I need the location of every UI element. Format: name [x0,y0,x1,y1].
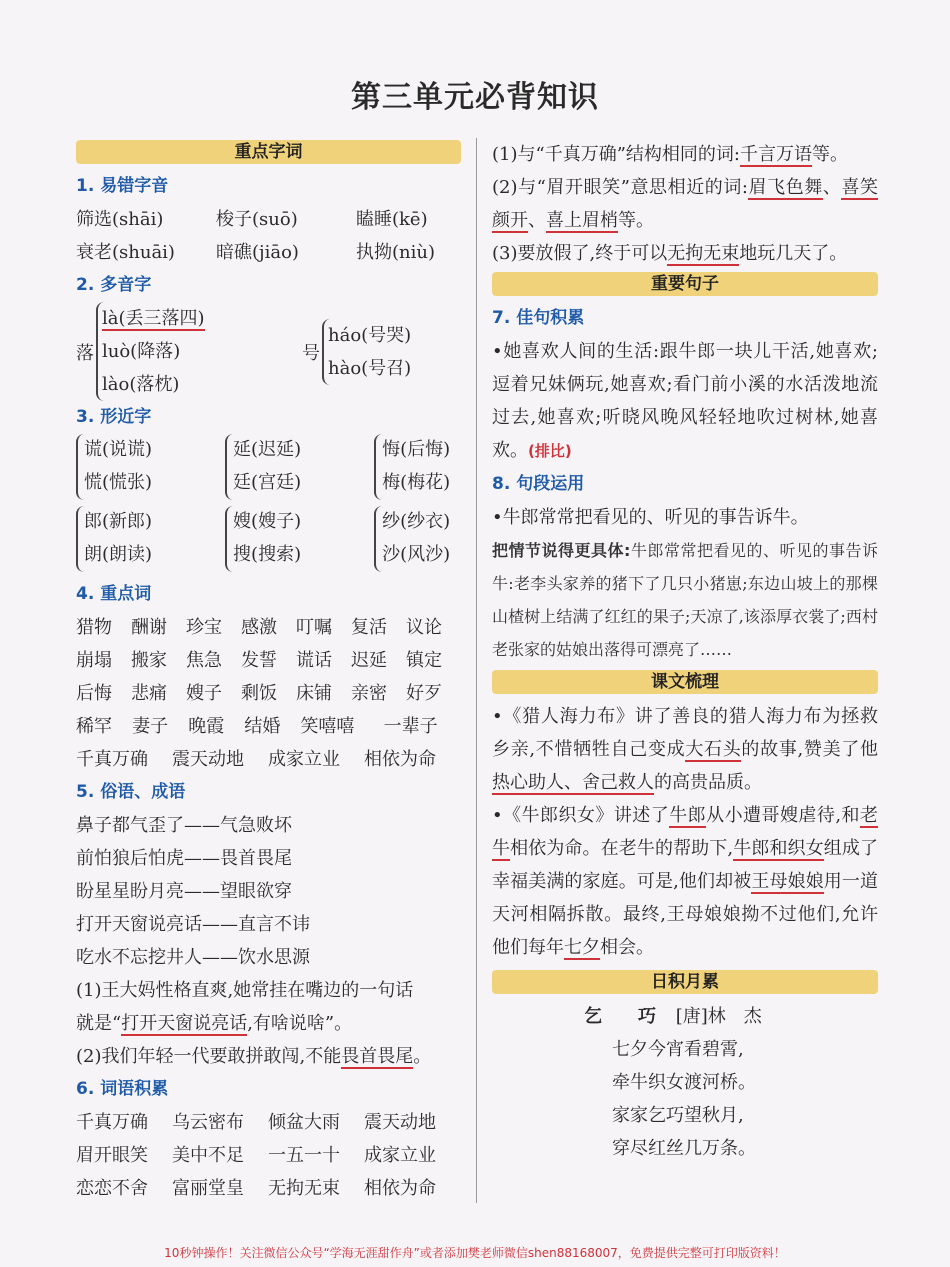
word-item: 梭子(suō) [216,209,298,230]
poem-title: 乞 巧 [584,1006,656,1027]
heading-polyphonic: 2. 多音字 [76,275,152,295]
right-column [492,138,878,1165]
reading-item: hào(号召) [328,357,412,379]
rhetoric-tag: (排比) [528,442,572,460]
similar-chars-row [76,434,461,500]
paragraph-expanded: 把情节说得更具体:牛郎常常把看见的、听见的事告诉牛:老李头家养的猪下了几只小猪崽;东边山坡上的那棵山楂树上结满了红红的果子;天凉了,该添厚衣裳了;西村老张家的姑娘出落得可漂亮了…… [492,541,878,659]
char-pair: 延(迟延) 廷(宫廷) [225,434,374,500]
word-item: 筛选(shāi) [76,209,164,230]
polyphonic-char-hao: 号 [302,342,320,364]
heading-idioms: 5. 俗语、成语 [76,782,186,802]
section-bar-summary: 课文梳理 [492,670,878,694]
word-question-3: (3)要放假了,终于可以无拘无束地玩几天了。 [492,243,848,264]
poem-heading [492,1000,878,1033]
section-bar-sentences: 重要句子 [492,272,878,296]
word-item: 瞌睡(kē) [356,209,428,230]
pronunciation-row [76,203,461,236]
polyphonic-char-luo: 落 [76,342,94,364]
char-pair: 郎(新郎) 朗(朗读) [76,506,225,572]
heading-key-words: 4. 重点词 [76,584,152,604]
heading-paragraph-use: 8. 句段运用 [492,474,585,494]
key-words-row: 崩塌 搬家 焦急 发誓 谎话 迟延 镇定 [76,650,442,671]
pronunciation-row [76,236,461,269]
heading-word-accumulation: 6. 词语积累 [76,1079,169,1099]
word-item: 暗礁(jiāo) [216,242,299,263]
accumulation-row: 恋恋不舍 富丽堂皇 无拘无束 相依为命 [76,1178,436,1199]
polyphonic-block [76,302,461,401]
heading-good-sentences: 7. 佳句积累 [492,308,585,328]
brace-luo [96,302,282,401]
idiom-line: 前怕狼后怕虎——畏首畏尾 [76,848,292,869]
char-pair: 悔(后悔) 梅(梅花) [374,434,461,500]
poem-author: [唐]林 杰 [675,1006,762,1027]
paragraph-base: •牛郎常常把看见的、听见的事告诉牛。 [492,507,809,528]
good-sentence: •她喜欢人间的生活:跟牛郎一块儿干活,她喜欢;逗着兄妹俩玩,她喜欢;看门前小溪的水活泼地流过去,她喜欢;听晓风晚风轻轻地吹过树林,她喜欢。(排比) [492,341,878,461]
key-words-row: 千真万确 震天动地 成家立业 相依为命 [76,749,436,770]
left-column [76,138,461,1205]
poem-line: 穿尽红丝几万条。 [612,1138,756,1159]
char-pair: 纱(纱衣) 沙(风沙) [374,506,461,572]
idiom-line: 吃水不忘挖井人——饮水思源 [76,947,310,968]
accumulation-row: 眉开眼笑 美中不足 一五一十 成家立业 [76,1145,436,1166]
word-question-1: (1)与“千真万确”结构相同的词:千言万语等。 [492,144,848,165]
char-pair: 嫂(嫂子) 搜(搜索) [225,506,374,572]
word-item: 衰老(shuāi) [76,242,175,263]
idiom-line: 盼星星盼月亮——望眼欲穿 [76,881,292,902]
page-title: 第三单元必背知识 [351,80,599,115]
idiom-question-2: (2)我们年轻一代要敢拼敢闯,不能畏首畏尾。 [76,1046,432,1067]
reading-item: háo(号哭) [328,324,412,346]
poem-line: 家家乞巧望秋月, [612,1105,744,1126]
key-words-row: 后悔 悲痛 嫂子 剩饭 床铺 亲密 好歹 [76,683,442,704]
poem-line: 牵牛织女渡河桥。 [612,1072,756,1093]
char-pair: 谎(说谎) 慌(慌张) [76,434,225,500]
key-words-row: 稀罕 妻子 晚霞 结婚 笑嘻嘻 一辈子 [76,716,438,737]
footer-promo: 10秒钟操作！关注微信公众号“学海无涯甜作舟”或者添加樊老师微信shen88168007，免费提供完整可打印版资料！ [164,1246,786,1260]
summary-niulang: •《牛郎织女》讲述了牛郎从小遭哥嫂虐待,和老牛相依为命。在老牛的帮助下,牛郎和织女组成了幸福美满的家庭。可是,他们却被王母娘娘用一道天河相隔拆散。最终,王母娘娘拗不过他们,允许他们每年七夕相会。 [492,805,878,958]
word-item: 执拗(niù) [356,242,435,263]
heading-similar-chars: 3. 形近字 [76,407,152,427]
idiom-question-1: (1)王大妈性格直爽,她常挂在嘴边的一句话 就是“打开天窗说亮话,有啥说啥”。 [76,980,414,1034]
poem-line: 七夕今宵看碧霄, [612,1039,744,1060]
idiom-line: 鼻子都气歪了——气急败坏 [76,815,292,836]
section-bar-daily: 日积月累 [492,970,878,994]
reading-item: là(丢三落四) [102,308,205,329]
key-words-row: 猎物 酬谢 珍宝 感激 叮嘱 复活 议论 [76,617,442,638]
poem [492,1000,878,1165]
accumulation-row: 千真万确 乌云密布 倾盆大雨 震天动地 [76,1112,436,1133]
similar-chars-row [76,506,461,572]
column-divider [476,138,477,1203]
brace-hao [322,319,411,385]
reading-item: lào(落枕) [102,374,180,395]
idiom-line: 打开天窗说亮话——直言不讳 [76,914,310,935]
heading-easy-wrong-pronunciation: 1. 易错字音 [76,176,169,196]
summary-hailibu: •《猎人海力布》讲了善良的猎人海力布为拯救乡亲,不惜牺牲自己变成大石头的故事,赞美了他热心助人、舍己救人的高贵品质。 [492,706,878,793]
section-bar-keywords: 重点字词 [76,140,461,164]
reading-item: luò(降落) [102,341,181,362]
word-question-2: (2)与“眉开眼笑”意思相近的词:眉飞色舞、喜笑颜开、喜上眉梢等。 [492,177,879,231]
